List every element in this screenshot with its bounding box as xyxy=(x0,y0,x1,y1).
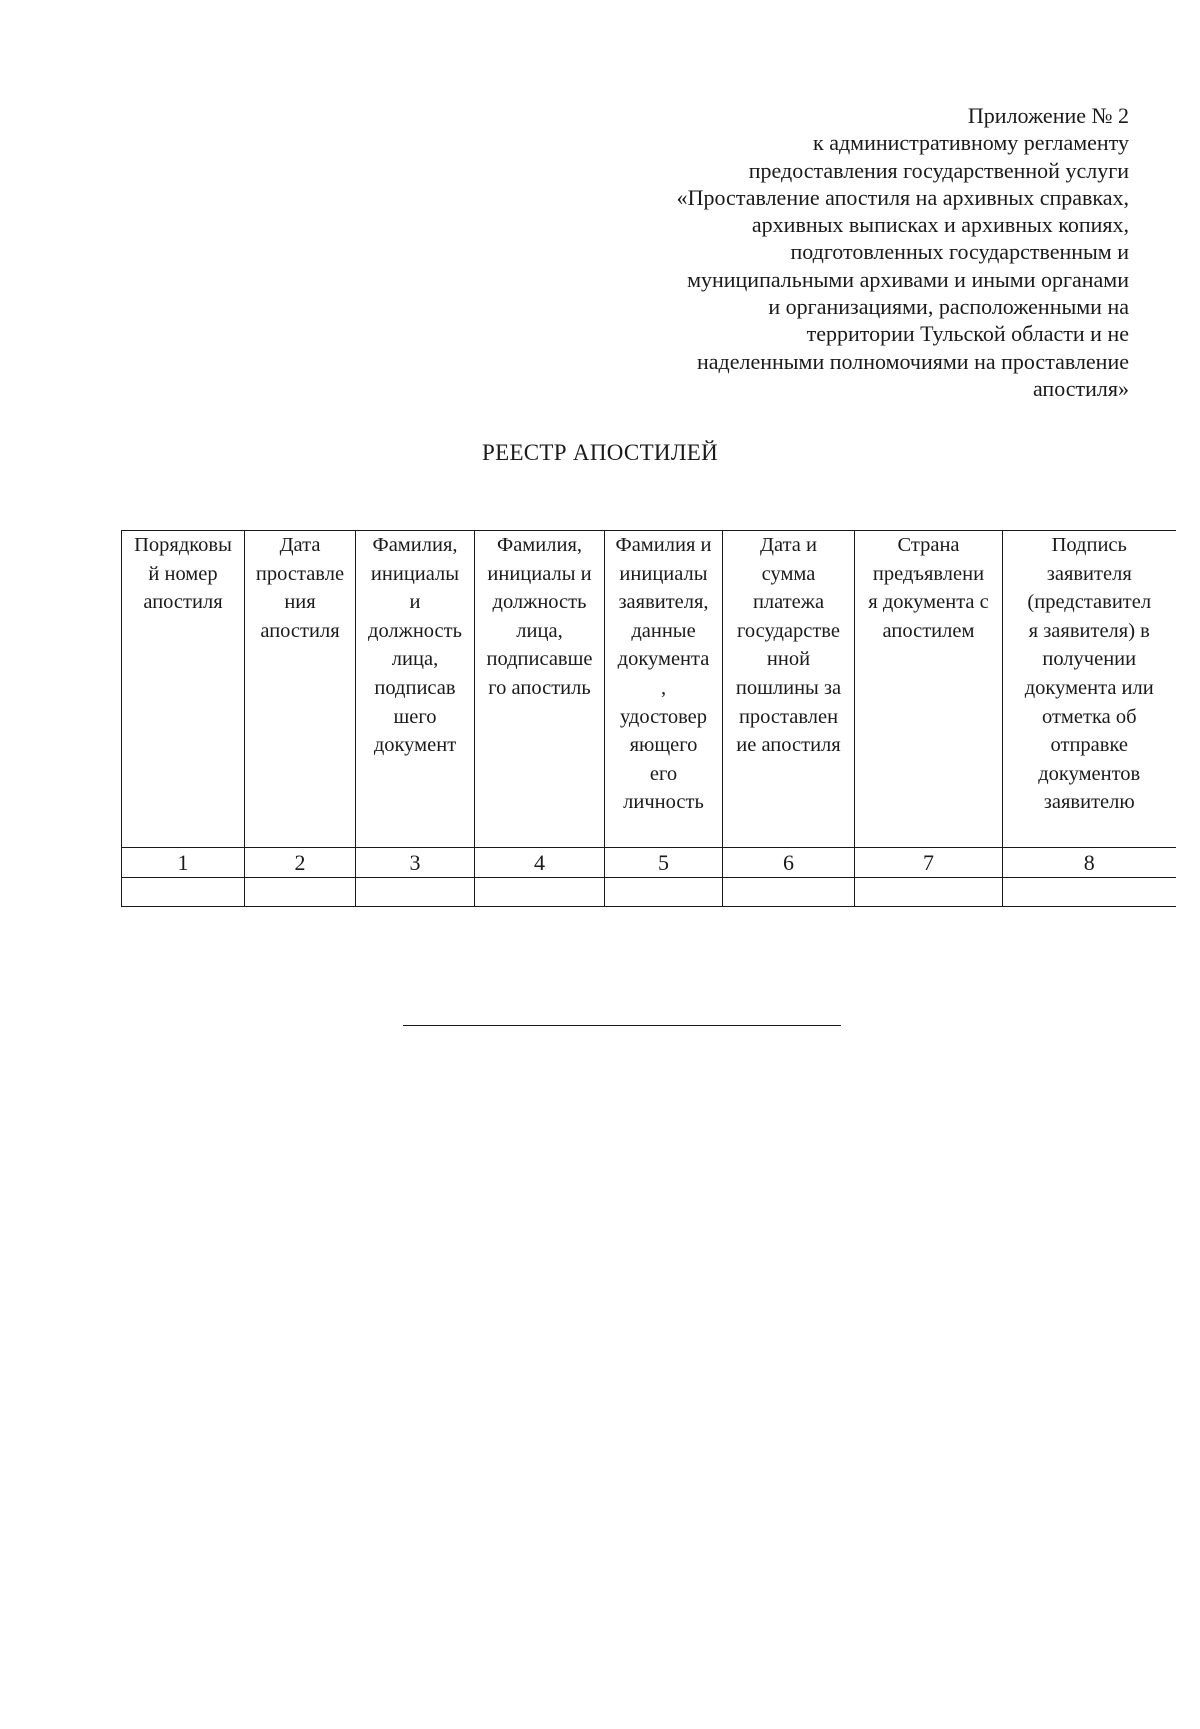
column-number: 5 xyxy=(605,848,723,878)
header-line: инициалы и xyxy=(487,562,592,585)
empty-cell[interactable] xyxy=(723,878,855,907)
header-line: Дата xyxy=(279,534,321,556)
header-line: ие апостиля xyxy=(736,734,841,757)
appendix-line: предоставления государственной услуги xyxy=(748,157,1129,183)
header-line: личность xyxy=(623,791,704,814)
header-row xyxy=(122,531,1176,848)
appendix-header xyxy=(509,102,1129,402)
header-line: сумма xyxy=(761,562,816,585)
empty-cell[interactable] xyxy=(356,878,475,907)
header-line: и xyxy=(409,591,421,614)
header-line: должность xyxy=(368,619,462,642)
header-line: Фамилия, xyxy=(497,534,582,556)
header-line: лица, xyxy=(391,648,439,671)
header-line: пошлины за xyxy=(735,676,842,699)
header-cell xyxy=(475,531,605,848)
header-line: проставлен xyxy=(738,705,839,728)
header-line: апостилем xyxy=(882,619,975,642)
header-line: Фамилия и xyxy=(615,534,712,556)
header-cell xyxy=(122,531,245,848)
header-line: го апостиль xyxy=(488,676,591,699)
appendix-line: к административному регламенту xyxy=(813,130,1129,156)
empty-entry-row xyxy=(122,878,1176,907)
empty-cell[interactable] xyxy=(1003,878,1176,907)
column-number: 6 xyxy=(723,848,855,878)
header-cell xyxy=(1003,531,1176,848)
header-line: Дата и xyxy=(760,534,817,556)
header-cell xyxy=(605,531,723,848)
header-line: заявителя, xyxy=(618,591,709,614)
column-number: 4 xyxy=(475,848,605,878)
header-line: получении xyxy=(1042,648,1137,671)
header-line: предъявлени xyxy=(872,562,985,585)
header-line: Подпись xyxy=(1051,534,1127,556)
header-line: шего xyxy=(393,705,437,728)
empty-cell[interactable] xyxy=(245,878,356,907)
header-line: государстве xyxy=(737,619,840,642)
appendix-line: муниципальными архивами и иными органами xyxy=(687,266,1129,292)
header-line: я заявителя) в xyxy=(1028,619,1150,642)
header-cell xyxy=(356,531,475,848)
header-line: платежа xyxy=(752,591,825,614)
column-number: 8 xyxy=(1003,848,1176,878)
empty-cell[interactable] xyxy=(855,878,1003,907)
appendix-line: и организациями, расположенными на xyxy=(768,294,1129,320)
closing-rule xyxy=(403,1025,841,1026)
header-line: Страна xyxy=(897,534,960,556)
appendix-line: Приложение № 2 xyxy=(967,103,1129,128)
header-line: апостиля xyxy=(143,591,223,614)
header-line: подписавше xyxy=(486,648,593,671)
column-number: 1 xyxy=(122,848,245,878)
registry-table xyxy=(121,530,1176,907)
document-title: РЕЕСТР АПОСТИЛЕЙ xyxy=(482,440,718,465)
column-number-row xyxy=(122,848,1176,878)
header-line: (представител xyxy=(1027,591,1152,614)
header-line: документ xyxy=(373,734,457,757)
header-line: яющего xyxy=(629,734,698,757)
header-line: отметка об xyxy=(1041,705,1137,728)
header-line: Порядковы xyxy=(134,534,232,556)
header-line: заявителю xyxy=(1043,791,1135,814)
appendix-line: подготовленных государственным и xyxy=(790,239,1129,265)
column-number: 7 xyxy=(855,848,1003,878)
header-line: отправке xyxy=(1050,734,1128,757)
header-line: инициалы xyxy=(619,562,708,585)
header-line: документов xyxy=(1038,762,1141,785)
header-line: я документа с xyxy=(868,591,989,614)
header-line: апостиля xyxy=(260,619,340,642)
header-line: заявителя xyxy=(1046,562,1132,585)
header-line: й номер xyxy=(148,562,218,585)
appendix-line: апостиля» xyxy=(1032,375,1129,401)
header-line: ния xyxy=(284,591,316,614)
appendix-line: архивных выписках и архивных копиях, xyxy=(751,212,1129,238)
empty-cell[interactable] xyxy=(475,878,605,907)
header-line: проставле xyxy=(255,562,345,585)
column-number: 3 xyxy=(356,848,475,878)
header-line: Фамилия, xyxy=(372,534,458,556)
header-line: документа или xyxy=(1024,676,1154,699)
header-line: , xyxy=(660,676,667,699)
appendix-line: наделенными полномочиями на проставление xyxy=(696,348,1129,374)
header-cell xyxy=(855,531,1003,848)
empty-cell[interactable] xyxy=(122,878,245,907)
empty-cell[interactable] xyxy=(605,878,723,907)
column-number: 2 xyxy=(245,848,356,878)
header-cell xyxy=(723,531,855,848)
header-line: удостовер xyxy=(619,705,708,728)
header-line: должность xyxy=(492,591,587,614)
header-line: нной xyxy=(766,648,811,671)
appendix-line: «Проставление апостиля на архивных справках, xyxy=(676,184,1129,210)
header-line: документа xyxy=(617,648,710,671)
header-line: подписав xyxy=(374,676,456,699)
header-line: лица, xyxy=(516,619,563,642)
header-line: инициалы xyxy=(370,562,460,585)
appendix-line: территории Тульской области и не xyxy=(806,321,1129,347)
header-cell xyxy=(245,531,356,848)
header-line: его xyxy=(649,762,678,785)
header-line: данные xyxy=(631,619,696,642)
